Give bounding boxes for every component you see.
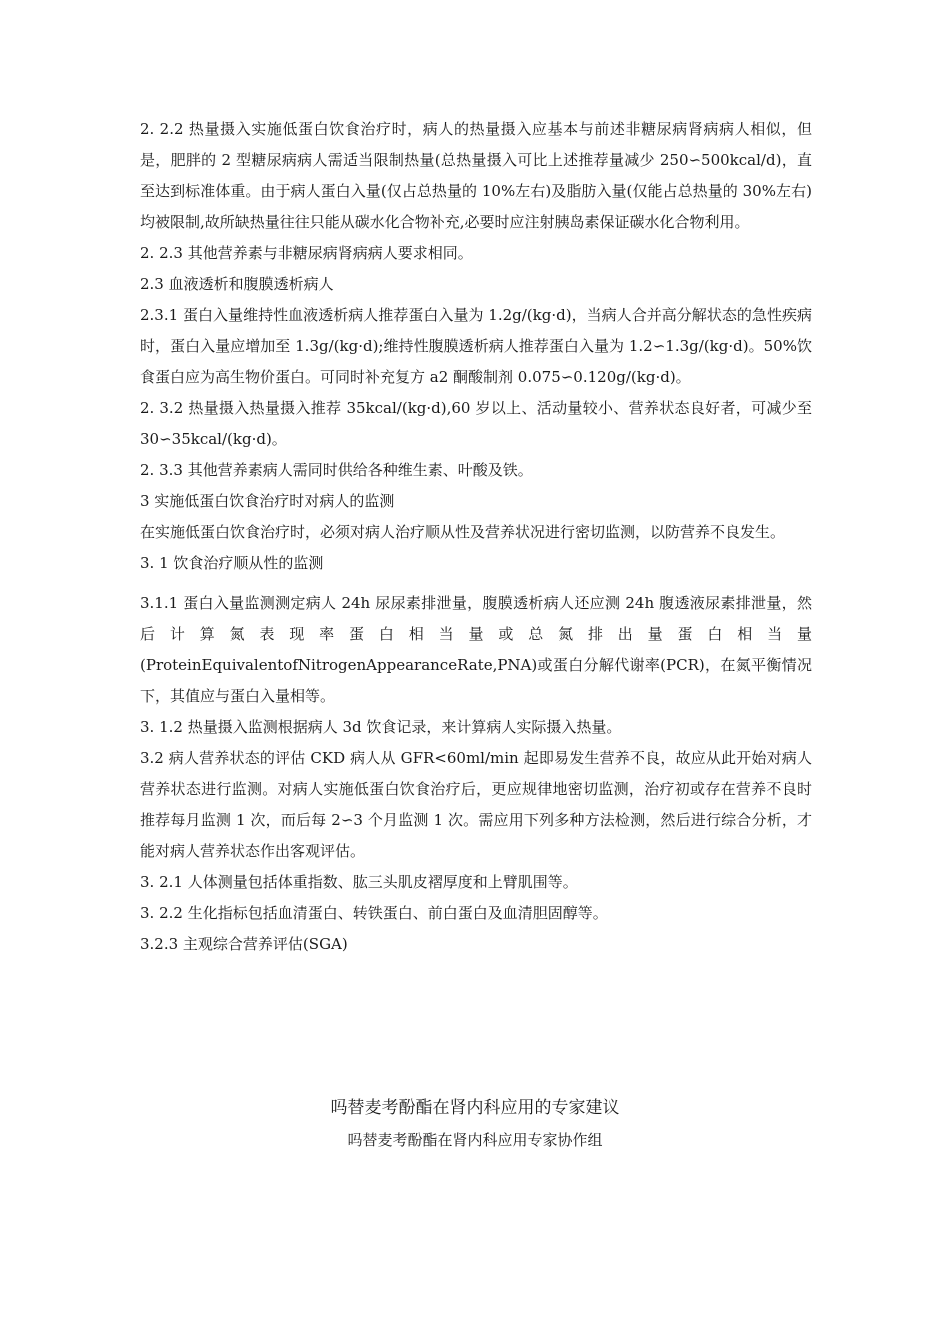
article-title: 吗替麦考酚酯在肾内科应用的专家建议: [330, 1098, 620, 1118]
spacer: [140, 579, 812, 588]
paragraph-2-3-1: 2.3.1 蛋白入量维持性血液透析病人推荐蛋白入量为 1.2g/(kg·d)，当病人合并高分解状态的急性疾病时，蛋白入量应增加至 1.3g/(kg·d);维持性腹膜透析病人推荐蛋白入量为 1.2∽1.3g/(kg·d)。50%饮食蛋白应为高生物价蛋白。可同时补充复方 a2 酮酸制剂 0.075∽0.120g/(kg·d)。: [140, 306, 812, 386]
paragraph-3-1-1: 3.1.1 蛋白入量监测测定病人 24h 尿尿素排泄量，腹膜透析病人还应测 24h 腹透液尿素排泄量，然后计算氮表现率蛋白相当量或总氮排出量蛋白相当量(ProteinEquivalentofNitrogenAppearanceRate,PNA)或蛋白分解代谢率(PCR)，在氮平衡情况下，其值应与蛋白入量相等。: [140, 594, 812, 705]
paragraph-2-2-2: 2. 2.2 热量摄入实施低蛋白饮食治疗时，病人的热量摄入应基本与前述非糖尿病肾病病人相似，但是，肥胖的 2 型糖尿病病人需适当限制热量(总热量摄入可比上述推荐量减少 250∽500kcal/d)，直至达到标准体重。由于病人蛋白入量(仅占总热量的 10%左右)及脂肪入量(仅能占总热量的 30%左右)均被限制,故所缺热量往往只能从碳水化合物补充,必要时应注射胰岛素保证碳水化合物利用。: [140, 120, 812, 231]
paragraph-3-intro: 在实施低蛋白饮食治疗时，必须对病人治疗顺从性及营养状况进行密切监测，以防营养不良发生。: [140, 523, 786, 541]
paragraph-2-3-3: 2. 3.3 其他营养素病人需同时供给各种维生素、叶酸及铁。: [140, 461, 533, 479]
paragraph-3-2-2: 3. 2.2 生化指标包括血清蛋白、转铁蛋白、前白蛋白及血清胆固醇等。: [140, 904, 608, 922]
heading-3-1: 3. 1 饮食治疗顺从性的监测: [140, 554, 324, 572]
paragraph-2-3-2: 2. 3.2 热量摄入热量摄入推荐 35kcal/(kg·d),60 岁以上、活动量较小、营养状态良好者，可减少至 30∽35kcal/(kg·d)。: [140, 399, 812, 448]
paragraph-3-2-1: 3. 2.1 人体测量包括体重指数、肱三头肌皮褶厚度和上臂肌围等。: [140, 873, 578, 891]
heading-3: 3 实施低蛋白饮食治疗时对病人的监测: [140, 492, 395, 510]
body-text: [140, 114, 812, 960]
paragraph-2-2-3: 2. 2.3 其他营养素与非糖尿病肾病病人要求相同。: [140, 244, 473, 262]
heading-2-3: 2.3 血液透析和腹膜透析病人: [140, 275, 334, 293]
paragraph-3-2-3: 3.2.3 主观综合营养评估(SGA): [140, 935, 348, 953]
paragraph-3-2: 3.2 病人营养状态的评估 CKD 病人从 GFR<60ml/min 起即易发生营养不良，故应从此开始对病人营养状态进行监测。对病人实施低蛋白饮食治疗后，更应规律地密切监测，治疗初或存在营养不良时推荐每月监测 1 次，而后每 2∽3 个月监测 1 次。需应用下列多种方法检测，然后进行综合分析，才能对病人营养状态作出客观评估。: [140, 749, 812, 860]
article-subtitle: 吗替麦考酚酯在肾内科应用专家协作组: [347, 1131, 603, 1149]
paragraph-3-1-2: 3. 1.2 热量摄入监测根据病人 3d 饮食记录，来计算病人实际摄入热量。: [140, 718, 622, 736]
